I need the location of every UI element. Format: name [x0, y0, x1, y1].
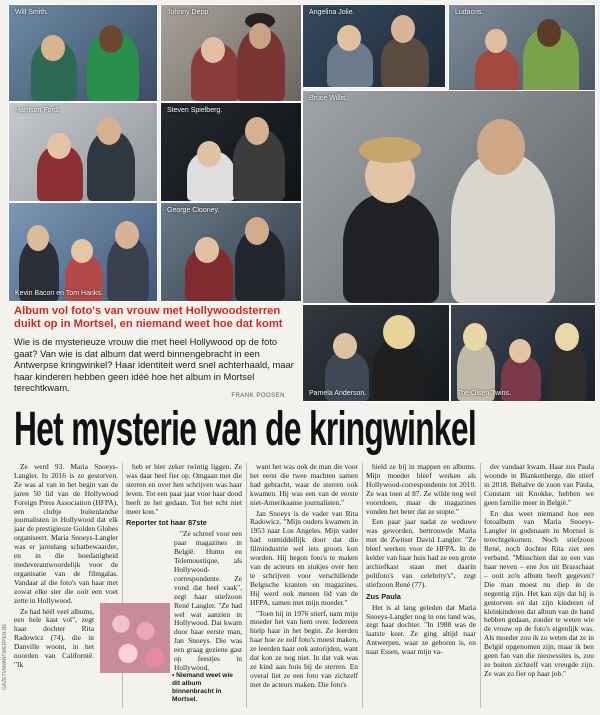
photo-angelina-jolie [302, 4, 446, 88]
photo-ludacris [448, 4, 596, 98]
article-lede: Wie is de mysterieuze vrouw die met heel Hollywood op de foto gaat? Van wie is dat album dat werd binnengebracht in een Antwerpse kringwinkel? Haar identiteit werd snel achterhaald, maar haar kinderen hebben geen idéé hoe het album in Mortsel terechtkwam. [14, 336, 294, 394]
photo-caption: Angelina Jolie. [309, 9, 355, 16]
photo-album-flowers [100, 603, 170, 673]
article-paragraph: "Toen hij in 1976 stierf, nam mijn moeder het van hem over. Iedereen hielp haar in het begin. Ze leerden haar hoe ze zelf foto's moest maken, ze leerden haar ook autorijden, want dat kon ze nog niet. In dat vak was ze kind aan huis bij de sterren. En overal liet ze een foto van zichzelf met de acteurs maken. Die foto's [250, 608, 358, 689]
photo-caption: The Olsen Twins. [457, 390, 511, 397]
photo-caption: Bruce Willis. [309, 95, 348, 102]
article-paragraph: Een paar jaar nadat ze weduwe was geworden, hertrouwde Maria met de Zwitser David Langler. "Ze bleef werken voor de HFPA. In de kelder van haar huis had ze een grote archiefkast staan met daarin polifoto's van celebrity's", zegt stiefzoon René (77). [366, 517, 476, 589]
article-column-5 [484, 463, 594, 681]
article-byline: FRANK POOSEN [231, 393, 285, 399]
photo-will-smith [8, 4, 158, 102]
photo-harrison-ford [8, 102, 158, 202]
column-divider [246, 463, 247, 708]
photo-caption: Johnny Depp. [167, 9, 211, 16]
photo-pamela-anderson [302, 304, 450, 402]
photo-bruce-willis [302, 90, 596, 304]
article-column-3 [250, 463, 358, 692]
article-column-4 [366, 463, 476, 659]
article-title: Het mysterie van de kringwinkel [14, 403, 476, 456]
article-kicker: Album vol foto's van vrouw met Hollywoodsterren duikt op in Mortsel, en niemand weet hoe dat komt [14, 305, 283, 330]
photo-kevin-bacon-tom-hanks [8, 202, 158, 302]
column-divider [362, 463, 363, 708]
article-paragraph: Ze werd 93. Maria Snoeys-Langler. In 2016 is ze gestorven. Ze was al van in het begin van de jaren 50 lid van de Hollywood Foreign Press Association (HFPA), een clubje buitenlandse journalisten in Hollywood dat elk jaar de prestigieuze Golden Globes organiseert. Maria Snoeys-Langler was er jarenlang schatbewaarder, en in die hoedanigheid medeverantwoordelijk voor de organisatie van de filmgalas. Vandaar al die foto's van haar met zowat elke ster die ooit een voet zette in Hollywood. [14, 462, 118, 605]
article-subheading: Reporter tot haar 87ste [126, 518, 207, 528]
photo-johnny-depp [160, 4, 302, 102]
photo-caption: Pamela Anderson. [309, 390, 367, 397]
article-paragraph: heb er hier zeker twintig liggen. Ze was daar heel fier op. Omgaan met die sterren en over hen schrijven was haar leven. Tot een paar jaar voor haar dood heeft ze het gedaan. Tot het echt niet meer kon." [126, 462, 242, 516]
inline-photo-caption: • Niemand weet wie dit album binnenbracht in Mortsel. [172, 672, 233, 703]
headline-box [14, 300, 296, 394]
article-paragraph: Ze had héél veel albums, een hele kast vol", zegt haar dochter Rita Radowicz (74), die in Danville woont, in het noorden van Californië. "Ik [14, 606, 94, 669]
photo-olsen-twins [450, 304, 596, 402]
photo-caption: Steven Spielberg. [167, 107, 223, 114]
photo-caption: Ludacris. [455, 9, 484, 16]
photo-caption: Will Smith. [15, 9, 49, 16]
article-paragraph: Jan Snoeys is de vader van Rita Radowicz. "Mijn ouders kwamen in 1953 naar Los Angeles. Mijn vader had onmiddellijk door dat die filmindustrie wel iets groots kon worden. Hij begon foto's te maken van de acteurs en stukjes over hen te schrijven voor verschillende Belgische kranten en magazines. Hij werd ook meteen lid van de HFPA, samen met mijn moeder." [250, 508, 358, 607]
article-paragraph: der vandaar kwam. Haar zus Paula woonde in Blankenberge, die stierf in 2018. Behalve de zoon van Paula, Constant uit Knokke, hebben we geen familie meer in België." [484, 462, 594, 507]
article-subheading: Zus Paula [366, 591, 401, 601]
photo-steven-spielberg [160, 102, 302, 202]
article-paragraph: want het was ook de man die voor het eerst die twee machten samen had gebracht, waar de sterren ook kwamen. Hij was een van de eerste niet-Amerikaanse journalisten." [250, 462, 358, 507]
photo-caption: Harrison Ford. [15, 107, 60, 114]
photo-george-clooney [160, 202, 302, 302]
source-tag: GAZETVANANTWERPEN.BE [2, 623, 8, 690]
article-paragraph: En dus weet niemand hoe een fotoalbum van Maria Snoeys-Langler in godsnaam in Mortsel is terechtgekomen. Noch stiefzoon René, noch dochter Rita ziet een verband. "Misschien dat ze een van haar neven – ene Jos uit Brasschaat – ooit zo'n album heeft gegeven? Die man moest nu diep in de negentig zijn. Het kan zijn dat hij is gestorven en dat zijn kinderen of kleinkinderen dat album van de hand hebben gedaan, zonder te weten wie de vrouw op de foto's eigenlijk was. Als moeder zou ik zo weten dat ze in België opgenomen zijn, maar ik ben geen fan van die nieuwssites is, zou ze buiten zichzelf van vreugde zijn. Ze was zo fier op haar job." [484, 508, 594, 678]
photo-caption: George Clooney. [167, 207, 220, 214]
article-paragraph: "Ze schreef voor een paar magazines in België. Humo en Telemoustique, als Hollywood-correspondente. Ze vond dat heel vaak", zegt haar stiefzoon René Langler. "Ze had wel wat aanzien in Hollywood. Dat kwam door haar eerste man, Jan Snoeys. Die was een graag geziene gast op feestjes in Hollywood, [174, 529, 242, 672]
column-divider [480, 463, 481, 708]
photo-caption: Kevin Bacon en Tom Hanks. [15, 290, 103, 297]
article-paragraph: hield ze bij in mappen en albums. Mijn moeder bleef werken als Hollywood-correspondente tot 2010. Ze was toen al 87. Ze wilde nog wel voortdoen, maar de magazines vonden het beter dat ze stopte." [366, 462, 476, 516]
article-paragraph: Het is al lang geleden dat Maria Snoeys-Langler nog in ons land was, zegt haar dochter. "In 1988 was de laatste keer. Ze ging altijd naar Antwerpen, waar ze geboren is, en naar Essen, waar mijn va- [366, 602, 476, 657]
